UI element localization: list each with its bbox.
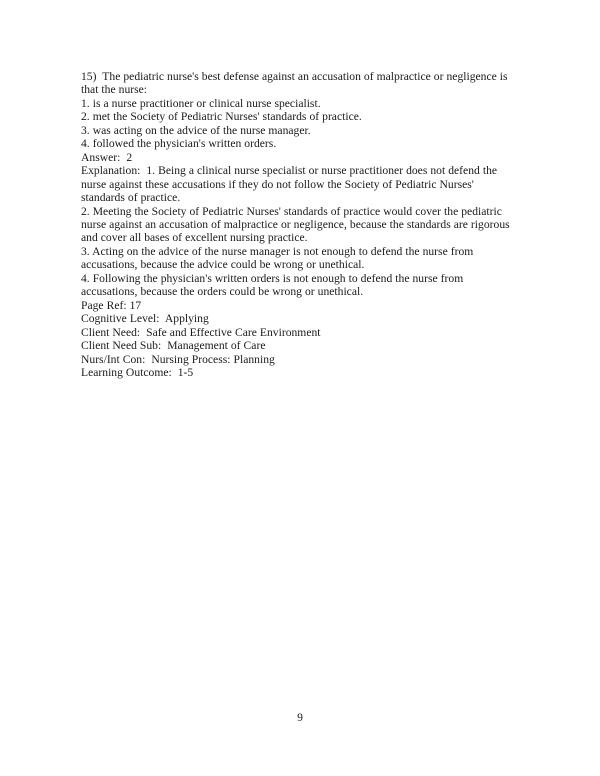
metadata-nursing-interventions: Nurs/Int Con: Nursing Process: Planning [81,352,275,366]
metadata-client-need-sub: Client Need Sub: Management of Care [81,339,266,353]
answer-option-4: 4. followed the physician's written orders. [81,137,277,151]
metadata-client-need: Client Need: Safe and Effective Care Environment [81,325,321,339]
explanation-item-4: 4. Following the physician's written orders is not enough to defend the nurse from accusations, because the orders could be wrong or unethical. [81,271,467,299]
answer-option-3: 3. was acting on the advice of the nurse manager. [81,123,311,137]
metadata-page-ref: Page Ref: 17 [81,298,142,312]
explanation-item-1: Explanation: 1. Being a clinical nurse specialist or nurse practitioner does not defend the nurse against these accusations if they do not follow the Society of Pediatric Nurses' standards of practice. [81,164,501,205]
metadata-cognitive-level: Cognitive Level: Applying [81,312,209,326]
answer-option-1: 1. is a nurse practitioner or clinical nurse specialist. [81,96,321,110]
metadata-learning-outcome: Learning Outcome: 1-5 [81,365,194,379]
explanation-item-3: 3. Acting on the advice of the nurse manager is not enough to defend the nurse from accusations, because the advice could be wrong or unethical. [81,244,477,272]
question-block [81,70,519,379]
answer-option-2: 2. met the Society of Pediatric Nurses' standards of practice. [81,110,362,124]
question-stem: 15) The pediatric nurse's best defense against an accusation of malpractice or negligence is that the nurse: [81,70,511,97]
explanation-item-2: 2. Meeting the Society of Pediatric Nurses' standards of practice would cover the pediatric nurse against an accusation of malpractice or negligence, because the standards are rigorous and cover all bases of excellent nursing practice. [81,204,513,245]
answer-key: Answer: 2 [81,150,133,164]
page-number-footer: 9 [297,711,303,724]
